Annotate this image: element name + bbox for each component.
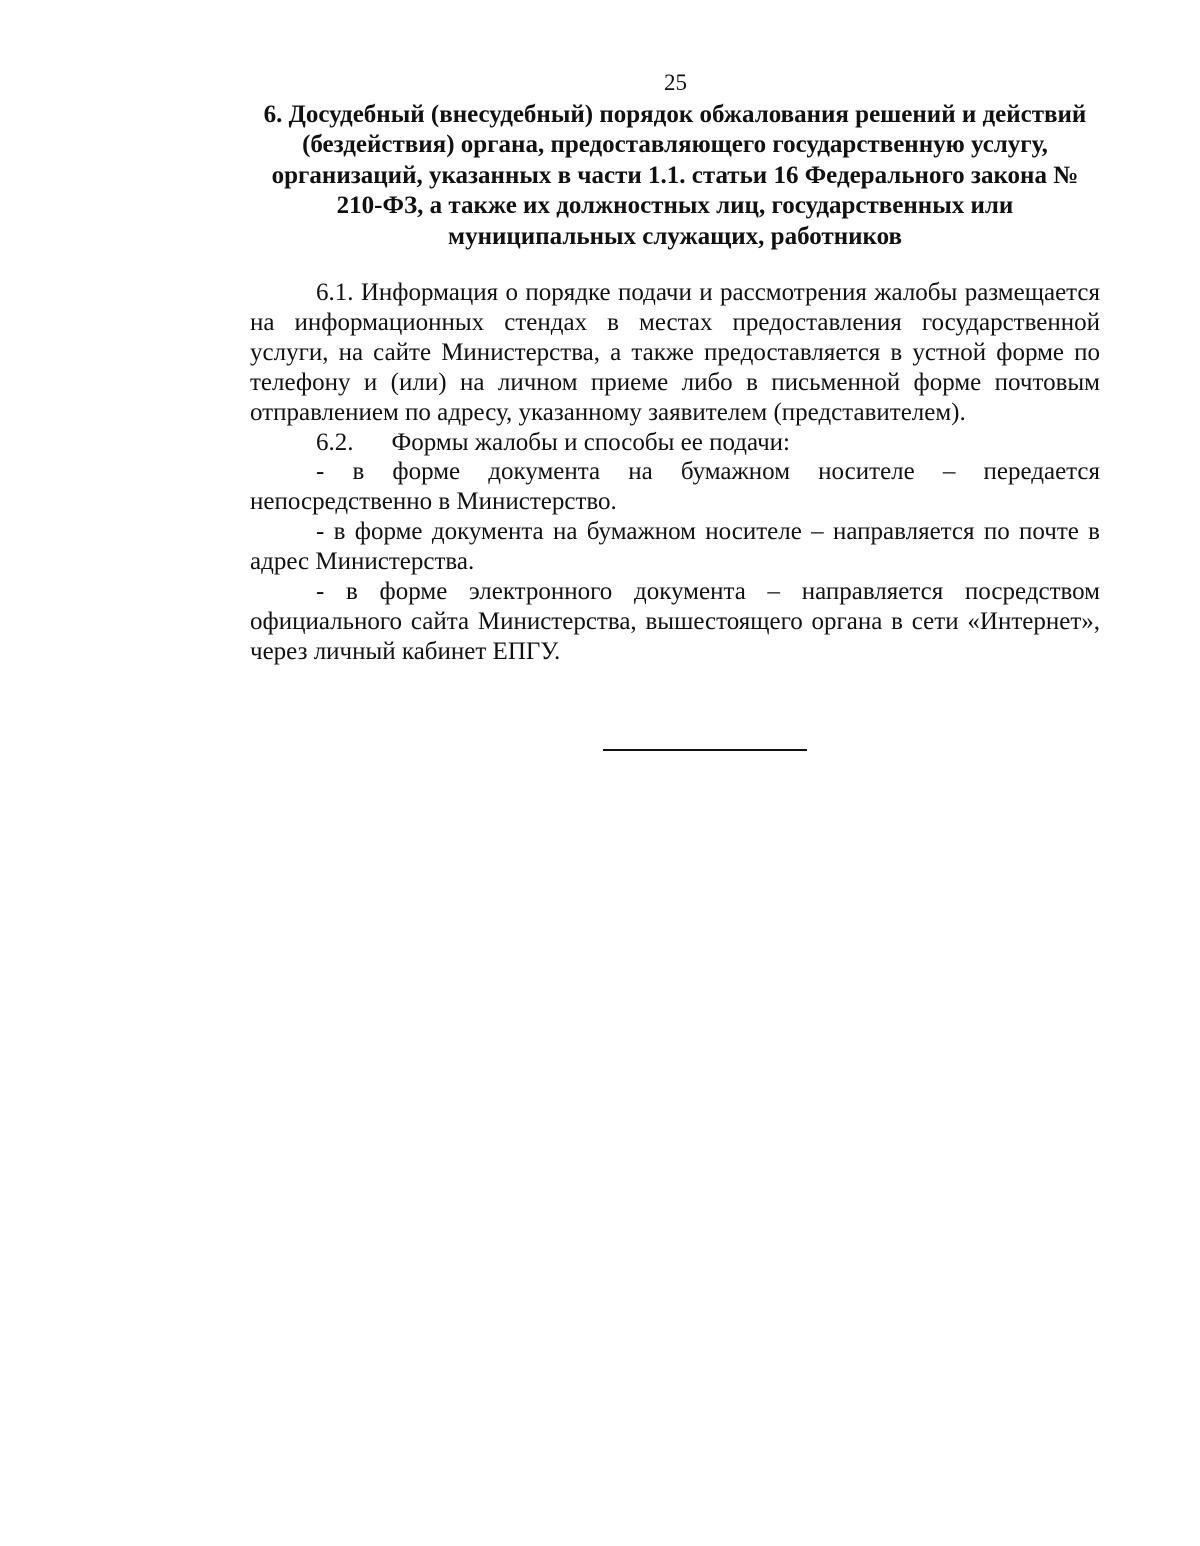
list-item-paper-in-person: - в форме документа на бумажном носителе – передается непосредственно в Министерство. [250, 458, 1100, 516]
section-heading [230, 100, 1120, 252]
paragraph-6-2-text: Формы жалобы и способы ее подачи: [391, 428, 790, 456]
section-body [250, 278, 1100, 667]
paragraph-6-1: 6.1. Информация о порядке подачи и рассмотрения жалобы размещается на информационных стендах в местах предоставления государственной услуги, на сайте Министерства, а также предоставляется в устной форме по телефону и (или) на личном приеме либо в письменной форме почтовым отправлением по адресу, указанному заявителем (представителем). [250, 279, 1100, 426]
heading-line-1: 6. Досудебный (внесудебный) порядок обжалования решений и действий [263, 101, 1087, 128]
list-item-electronic: - в форме электронного документа – направляется посредством официального сайта Министерства, вышестоящего органа в сети «Интернет», через личный кабинет ЕПГУ. [250, 578, 1100, 665]
heading-line-3: организаций, указанных в части 1.1. статьи 16 Федерального закона № [271, 161, 1079, 189]
end-divider [603, 749, 807, 751]
list-item-paper-by-mail: - в форме документа на бумажном носителе – направляется по почте в адрес Министерства. [250, 518, 1100, 576]
heading-line-5: муниципальных служащих, работников [448, 222, 902, 250]
paragraph-6-2-number: 6.2. [316, 428, 354, 456]
heading-line-2: (бездействия) органа, предоставляющего государственную услугу, [302, 131, 1048, 159]
heading-line-4: 210-ФЗ, а также их должностных лиц, государственных или [336, 192, 1014, 220]
page-number: 25 [664, 70, 687, 95]
paragraph-6-2 [250, 428, 1100, 458]
